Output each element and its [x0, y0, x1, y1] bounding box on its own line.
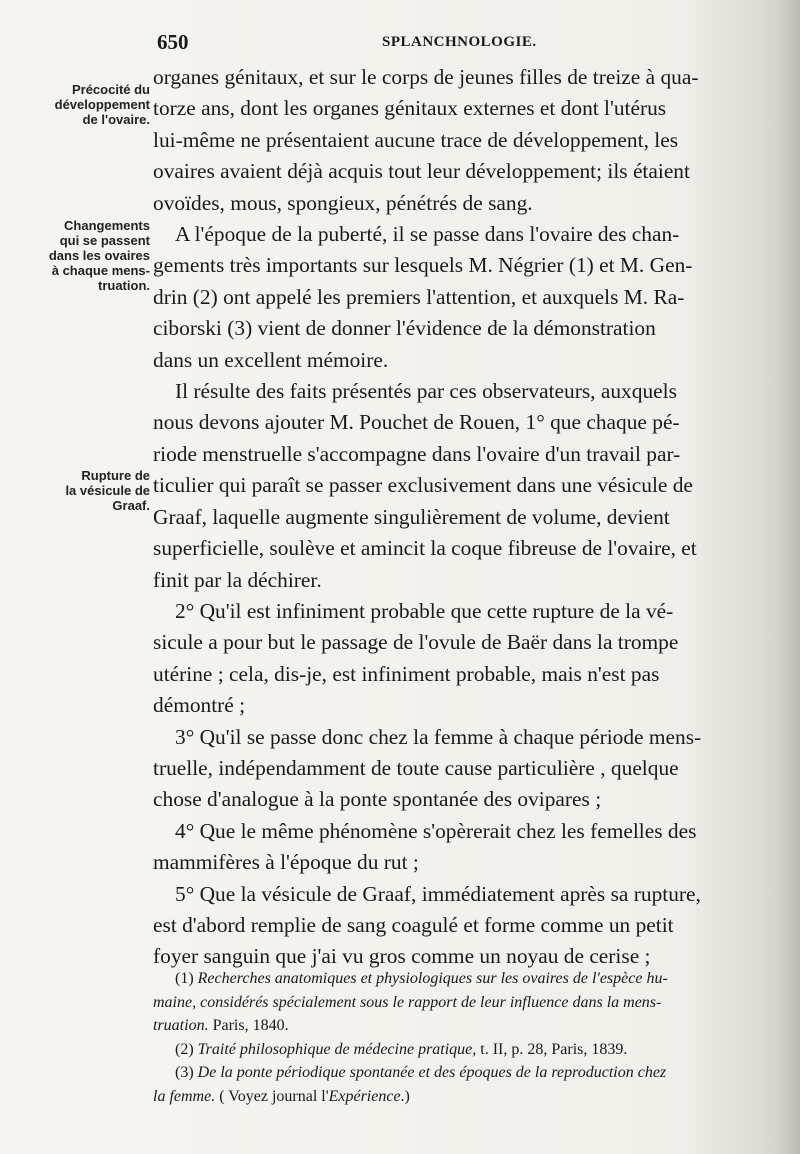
- text-line: dans un excellent mémoire.: [153, 347, 389, 372]
- footnote-plain: t. II, p. 28, Paris, 1839.: [476, 1040, 628, 1058]
- sidenote-line: à chaque mens-: [51, 263, 150, 278]
- paragraph: [153, 62, 765, 219]
- footnote-italic: Traité philosophique de médecine pratique,: [197, 1040, 477, 1058]
- footnotes: [153, 967, 768, 1108]
- text-line: Graaf, laquelle augmente singulièrement de volume, devient: [153, 504, 670, 529]
- page-number: 650: [157, 30, 189, 54]
- text-line: finit par la déchirer.: [153, 567, 322, 592]
- text-line: superficielle, soulève et amincit la coque fibreuse de l'ovaire, et: [153, 536, 697, 561]
- text-line: mammifères à l'époque du rut ;: [153, 850, 419, 875]
- text-line: ovoïdes, mous, spongieux, pénétrés de sang.: [153, 190, 533, 215]
- footnote-2: [153, 1038, 768, 1062]
- footnote-1: [153, 967, 768, 1038]
- paragraph: [153, 596, 765, 722]
- text-line: foyer sanguin que j'ai vu gros comme un noyau de cerise ;: [153, 944, 651, 969]
- footnote-line: [153, 991, 768, 1015]
- sidenote-line: la vésicule de: [65, 483, 150, 498]
- text-line: A l'époque de la puberté, il se passe dans l'ovaire des chan-: [175, 222, 680, 247]
- sidenote-line: Graaf.: [112, 498, 150, 513]
- text-line: 4° Que le même phénomène s'opèrerait chez les femelles des: [175, 818, 697, 843]
- footnote-3: [153, 1061, 768, 1108]
- text-line: drin (2) ont appelé les premiers l'attention, et auxquels M. Ra-: [153, 284, 685, 309]
- footnote-line: [153, 1085, 768, 1109]
- sidenote-line: Rupture de: [81, 468, 150, 483]
- text-line: sicule a pour but le passage de l'ovule de Baër dans la trompe: [153, 630, 679, 655]
- footnote-plain: Paris, 1840.: [208, 1017, 289, 1034]
- text-line: organes génitaux, et sur le corps de jeunes filles de treize à qua-: [153, 65, 699, 89]
- sidenote-line: de l'ovaire.: [82, 112, 150, 127]
- paragraph: [153, 722, 765, 816]
- text-line: 5° Que la vésicule de Graaf, immédiatement après sa rupture,: [175, 881, 701, 906]
- footnote-plain: .): [400, 1087, 410, 1105]
- footnote-line: [153, 967, 768, 991]
- footnote-italic: De la ponte périodique spontanée et des époques de la reproduction chez: [197, 1064, 667, 1081]
- sidenote-line: Précocité du: [71, 82, 150, 97]
- sidenote-line: Changements: [64, 218, 150, 233]
- text-line: est d'abord remplie de sang coagulé et forme comme un petit: [153, 912, 674, 937]
- text-line: lui-même ne présentaient aucune trace de développement, les: [153, 127, 679, 152]
- text-line: riode menstruelle s'accompagne dans l'ovaire d'un travail par-: [153, 441, 681, 466]
- text-line: 2° Qu'il est infiniment probable que cette rupture de la vé-: [175, 598, 674, 623]
- footnote-italic: Recherches anatomiques et physiologiques sur les ovaires de l'espèce hu-: [197, 970, 668, 987]
- sidenote-line: truation.: [98, 278, 150, 293]
- sidenote-changements: [10, 218, 150, 293]
- footnote-line: [153, 1014, 768, 1038]
- text-line: démontré ;: [153, 693, 246, 718]
- paragraph: [153, 879, 765, 973]
- sidenote-precocite: [10, 82, 150, 127]
- text-line: ovaires avaient déjà acquis tout leur développement; ils étaient: [153, 159, 690, 184]
- text-line: Il résulte des faits présentés par ces observateurs, auxquels: [175, 379, 677, 404]
- footnote-italic: truation.: [153, 1017, 209, 1034]
- text-line: ciborski (3) vient de donner l'évidence de la démonstration: [153, 316, 656, 341]
- text-line: 3° Qu'il se passe donc chez la femme à chaque période mens-: [175, 724, 702, 749]
- footnote-number: (2): [175, 1040, 194, 1058]
- footnote-italic: maine, considérés spécialement sous le rapport de leur influence dans la mens-: [153, 993, 662, 1011]
- text-line: nous devons ajouter M. Pouchet de Rouen, 1° que chaque pé-: [153, 410, 680, 435]
- body-text: [153, 62, 765, 973]
- text-line: ticulier qui paraît se passer exclusivement dans une vésicule de: [153, 473, 693, 498]
- text-line: gements très importants sur lesquels M. Négrier (1) et M. Gen-: [153, 253, 693, 278]
- text-line: chose d'analogue à la ponte spontanée des ovipares ;: [153, 787, 602, 812]
- footnote-line: [153, 1038, 768, 1062]
- text-line: torze ans, dont les organes génitaux externes et dont l'utérus: [153, 96, 667, 121]
- footnote-line: [153, 1061, 768, 1085]
- footnote-italic: Expérience: [328, 1087, 401, 1105]
- paragraph: [153, 816, 765, 879]
- text-line: truelle, indépendamment de toute cause particulière , quelque: [153, 755, 679, 780]
- footnote-italic: la femme.: [153, 1087, 216, 1105]
- footnote-number: (1): [175, 970, 194, 987]
- sidenote-rupture: [10, 468, 150, 513]
- footnote-plain: ( Voyez journal l': [215, 1087, 329, 1105]
- paragraph: [153, 219, 765, 376]
- paragraph: [153, 376, 765, 596]
- text-line: utérine ; cela, dis-je, est infiniment probable, mais n'est pas: [153, 661, 660, 686]
- sidenote-line: développement: [54, 97, 150, 112]
- footnote-number: (3): [175, 1064, 194, 1081]
- sidenote-line: qui se passent: [59, 233, 150, 248]
- running-head: SPLANCHNOLOGIE.: [382, 34, 537, 50]
- sidenote-line: dans les ovaires: [48, 248, 150, 263]
- page-header: [0, 30, 800, 60]
